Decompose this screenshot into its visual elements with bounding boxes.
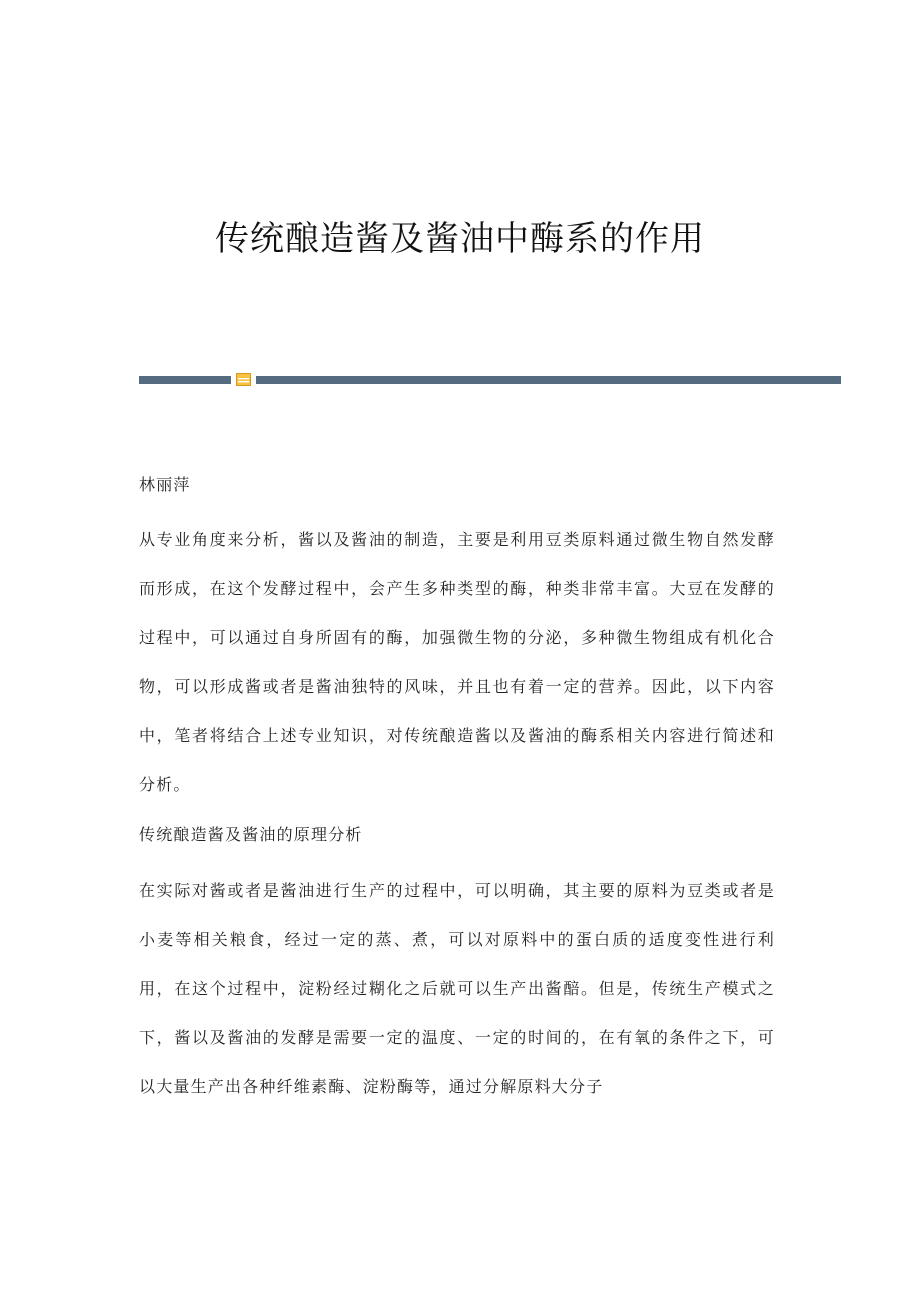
author-name: 林丽萍 xyxy=(139,475,191,494)
title-divider xyxy=(139,373,841,387)
divider-bar-left xyxy=(139,376,231,384)
divider-emblem-icon xyxy=(236,373,251,386)
paragraph-intro: 从专业角度来分析，酱以及酱油的制造，主要是利用豆类原料通过微生物自然发酵而形成，在这个发酵过程中，会产生多种类型的酶，种类非常丰富。大豆在发酵的过程中，可以通过自身所固有的酶，加强微生物的分泌，多种微生物组成有机化合物，可以形成酱或者是酱油独特的风味，并且也有着一定的营养。因此，以下内容中，笔者将结合上述专业知识，对传统酿造酱以及酱油的酶系相关内容进行简述和分析。 xyxy=(139,530,775,794)
section-heading: 传统酿造酱及酱油的原理分析 xyxy=(139,825,363,844)
paragraph-principle: 在实际对酱或者是酱油进行生产的过程中，可以明确，其主要的原料为豆类或者是小麦等相关粮食，经过一定的蒸、煮，可以对原料中的蛋白质的适度变性进行利用，在这个过程中，淀粉经过糊化之后就可以生产出酱醅。但是，传统生产模式之下，酱以及酱油的发酵是需要一定的温度、一定的时间的，在有氧的条件之下，可以大量生产出各种纤维素酶、淀粉酶等，通过分解原料大分子 xyxy=(139,881,775,1096)
divider-bar-right xyxy=(256,376,841,384)
page-title: 传统酿造酱及酱油中酶系的作用 xyxy=(215,219,705,259)
